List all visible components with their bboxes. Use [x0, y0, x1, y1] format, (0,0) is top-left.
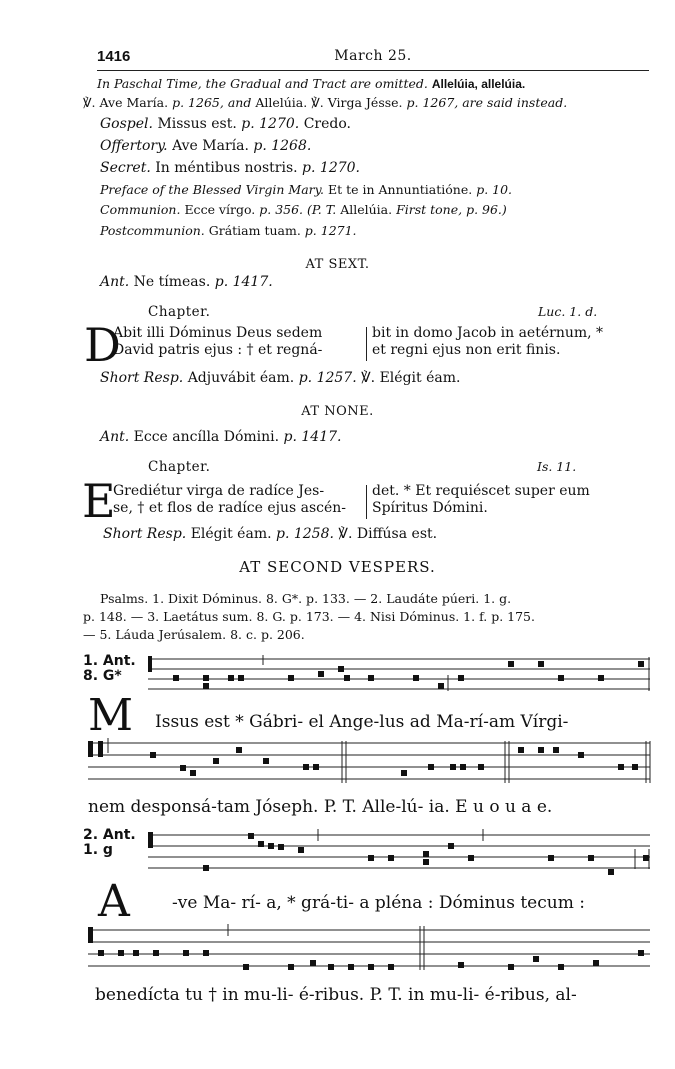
offertory-line: Offertory. Ave María. p. 1268.: [100, 138, 312, 154]
antiphon2-lyrics-line1: -ve Ma- rí- a, * grá-ti- a pléna : Dóminus tecum :: [172, 893, 585, 913]
antiphon1-staff1: [148, 655, 652, 695]
antiphon2-label: 2. Ant. 1. g: [83, 827, 136, 858]
page-number: 1416: [97, 48, 131, 65]
none-short-resp: Short Resp. Elégit éam. p. 1258. ℣. Diffúsa est.: [103, 526, 438, 542]
sext-antiphon: Ant. Ne tímeas. p. 1417.: [100, 274, 273, 290]
none-antiphon: Ant. Ecce ancílla Dómini. p. 1417.: [100, 429, 342, 445]
paschal-rubric-line1: In Paschal Time, the Gradual and Tract are omitted. Allelúia, allelúia.: [97, 76, 526, 91]
antiphon1-staff2: [88, 738, 652, 788]
antiphon2-initial: A: [98, 876, 130, 927]
none-chapter-col2: det. * Et requiéscet super eum Spíritus Dómini.: [372, 483, 590, 516]
vespers-heading: AT SECOND VESPERS.: [239, 558, 436, 576]
antiphon2-staff1: [148, 829, 652, 879]
sext-chapter-ref: Luc. 1. d.: [538, 304, 598, 319]
antiphon1-label: 1. Ant. 8. G*: [83, 653, 136, 684]
sext-short-resp: Short Resp. Adjuvábit éam. p. 1257. ℣. Elégit éam.: [100, 370, 461, 386]
antiphon1-lyrics-line2: nem desponsá-tam Jóseph. P. T. Alle-lú- ia. E u o u a e.: [88, 797, 553, 817]
none-chapter-label: Chapter.: [148, 459, 211, 475]
secret-line: Secret. In méntibus nostris. p. 1270.: [100, 160, 360, 176]
sext-dropcap: D: [84, 318, 121, 372]
none-heading: AT NONE.: [301, 404, 374, 419]
page-date: March 25.: [334, 48, 412, 64]
antiphon1-lyrics-line1: Issus est * Gábri- el Ange-lus ad Ma-rí-am Vírgi-: [155, 712, 569, 732]
communion-line: Communion. Ecce vírgo. p. 356. (P. T. Allelúia. First tone, p. 96.): [100, 202, 507, 217]
page-header: [97, 48, 649, 66]
gospel-line: Gospel. Missus est. p. 1270. Credo.: [100, 116, 351, 132]
antiphon2-lyrics-line2: benedícta tu † in mu-li- é-ribus. P. T. in mu-li- é-ribus, al-: [95, 985, 577, 1005]
none-column-divider: [366, 485, 367, 519]
none-chapter-col1: Grediétur virga de radíce Jes- se, † et flos de radíce ejus ascén-: [113, 483, 347, 516]
antiphon2-staff2: [88, 920, 652, 978]
sext-chapter-label: Chapter.: [148, 304, 211, 320]
sext-heading: AT SEXT.: [305, 257, 370, 272]
sext-column-divider: [366, 327, 367, 361]
none-chapter-ref: Is. 11.: [537, 459, 577, 474]
vespers-psalms-line3: — 5. Láuda Jerúsalem. 8. c. p. 206.: [83, 627, 305, 642]
none-dropcap: E: [82, 474, 116, 528]
sext-chapter-col2: bit in domo Jacob in aetérnum, * et regni ejus non erit finis.: [372, 325, 604, 358]
preface-line: Preface of the Blessed Virgin Mary. Et te in Annuntiatióne. p. 10.: [100, 182, 513, 197]
vespers-psalms-line1: Psalms. 1. Dixit Dóminus. 8. G*. p. 133. — 2. Laudáte púeri. 1. g.: [100, 591, 512, 606]
vespers-psalms-line2: p. 148. — 3. Laetátus sum. 8. G. p. 173. — 4. Nisi Dóminus. 1. f. p. 175.: [83, 609, 535, 624]
sext-chapter-col1: Abit illi Dóminus Deus sedem David patris ejus : † et regná-: [113, 325, 323, 358]
postcommunion-line: Postcommunion. Grátiam tuam. p. 1271.: [100, 223, 357, 238]
antiphon1-initial: M: [88, 690, 134, 741]
header-rule: [97, 70, 649, 71]
paschal-rubric-line2: ℣. Ave María. p. 1265, and Allelúia. ℣. Virga Jésse. p. 1267, are said instead.: [83, 95, 568, 110]
